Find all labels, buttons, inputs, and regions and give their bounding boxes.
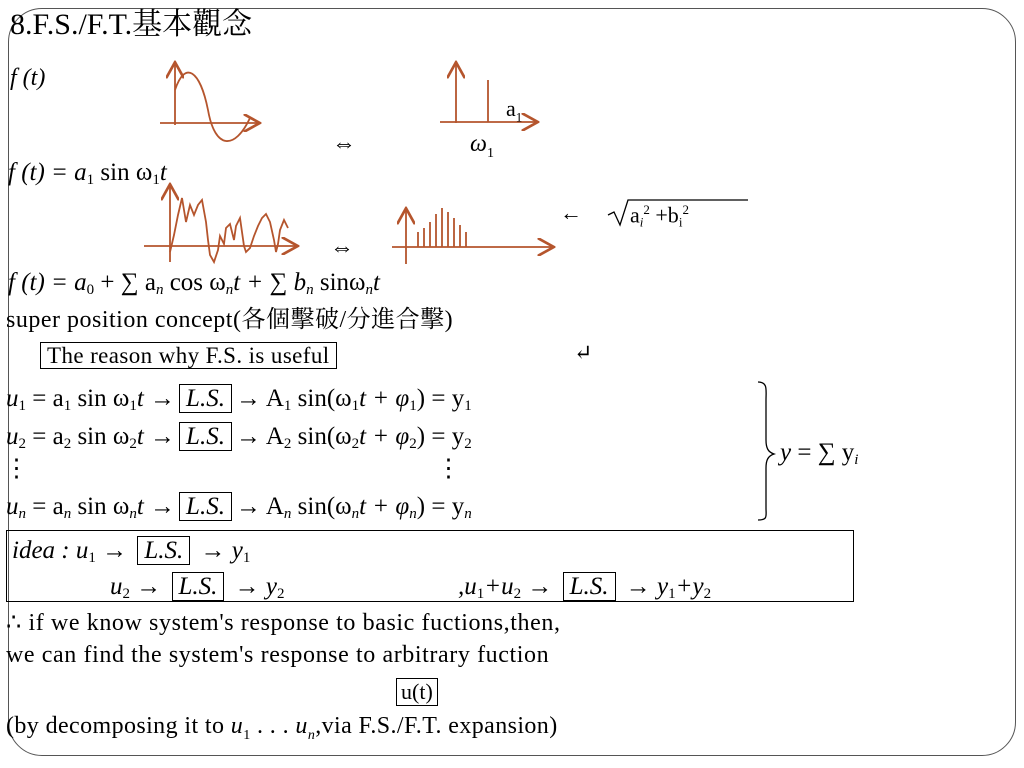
eq1-t: t: [159, 159, 167, 186]
row2-w-sub: 2: [129, 436, 137, 452]
row1-phi-sub: 1: [409, 398, 417, 414]
system-row-n: [6, 494, 472, 522]
sqrt-content: [630, 203, 689, 228]
eq2-subn3: n: [306, 282, 314, 298]
rown-t: t →: [136, 493, 176, 520]
idea-line-1: [12, 538, 250, 566]
row2-phi-sub: 2: [409, 436, 417, 452]
equiv-symbol-2: ⇔: [330, 235, 354, 261]
idea-sum-arrow: →: [521, 573, 559, 600]
row2-eq: = a: [26, 423, 64, 450]
idea-y1-sub: 1: [242, 550, 251, 566]
row2-tp: t + φ: [359, 423, 410, 450]
eq2-part6: t: [373, 269, 380, 296]
row1-a-sub: 1: [63, 398, 72, 414]
idea-plus-u: +u: [484, 573, 514, 600]
row1-w2-sub: 1: [351, 398, 360, 414]
row2-u: u: [6, 423, 19, 450]
decompose-dots: . . .: [250, 713, 296, 739]
equation-single-sine: [8, 160, 167, 188]
sqrt-sub-i2: i: [678, 214, 683, 230]
idea-y2-sub: 2: [277, 586, 285, 602]
equation-fourier-series: [8, 270, 380, 298]
rown-y-sub: n: [464, 506, 472, 522]
rown-close: ) = y: [416, 493, 465, 520]
row1-t: t →: [136, 385, 176, 412]
ft-label: f (t): [10, 65, 46, 91]
sum-y-lhs: y: [780, 439, 792, 466]
ut-box: u(t): [396, 678, 438, 706]
row2-A-sub: 2: [283, 436, 292, 452]
decompose-pre: (by decomposing it to: [6, 713, 231, 739]
reason-box: The reason why F.S. is useful: [40, 342, 337, 369]
row2-w2-sub: 2: [351, 436, 360, 452]
row2-t: t →: [136, 423, 176, 450]
vdots-middle: ⋮: [436, 455, 461, 482]
idea-arrow-y1: → y: [194, 537, 243, 564]
a1-letter: a: [506, 96, 516, 121]
idea-line-2: [110, 574, 285, 602]
eq1-sub-a: 1: [86, 172, 95, 188]
idea-ls-box-1: L.S.: [137, 536, 190, 565]
sine-plot: [160, 64, 258, 141]
rown-ls-box: L.S.: [179, 492, 232, 521]
row1-u-sub: 1: [18, 398, 26, 414]
idea-colon-u: : u: [55, 537, 89, 564]
omega-letter: ω: [470, 131, 487, 157]
rown-w-sub: n: [129, 506, 137, 522]
idea-sum-sy2: 2: [703, 586, 712, 602]
row2-u-sub: 2: [18, 436, 26, 452]
row2-ls-box: L.S.: [179, 422, 232, 451]
row1-close: ) = y: [416, 385, 465, 412]
decompose-s1: 1: [243, 727, 251, 743]
omega1-label: [470, 132, 494, 161]
sqrt-expression: [560, 202, 582, 224]
decompose-sn: n: [307, 727, 316, 743]
idea-label: idea: [12, 537, 56, 564]
a1-subscript: 1: [515, 109, 523, 125]
idea-ls-box-3: L.S.: [563, 572, 616, 601]
rown-u-sub: n: [18, 506, 26, 522]
sqrt-plus-b: +b: [649, 202, 679, 228]
row1-eq: = a: [26, 385, 64, 412]
row2-a-sub: 2: [63, 436, 72, 452]
sum-y-equation: [780, 440, 858, 468]
eq1-sub-omega: 1: [152, 172, 160, 188]
right-brace: [758, 382, 774, 520]
rown-w2-sub: n: [351, 506, 360, 522]
row1-y-sub: 1: [464, 398, 472, 414]
idea-sum-u: ,u: [458, 573, 477, 600]
system-row-1: [6, 386, 472, 414]
eq1-lhs: f (t) = a: [8, 159, 87, 186]
sqrt-pow: 2: [643, 202, 650, 217]
row1-tp: t + φ: [359, 385, 410, 412]
idea-arrow1: →: [95, 537, 134, 564]
sqrt-arrow: ←: [560, 200, 582, 225]
decompose-un: u: [295, 713, 308, 739]
eq2-subn1: n: [155, 282, 164, 298]
return-arrow-icon: ↵: [574, 340, 593, 365]
idea-ls-box-2: L.S.: [172, 572, 225, 601]
row1-u: u: [6, 385, 19, 412]
eq2-subn2: n: [225, 282, 234, 298]
row1-A-sub: 1: [283, 398, 292, 414]
rown-tp: t + φ: [359, 493, 410, 520]
eq2-part2: + ∑ a: [94, 269, 156, 296]
rown-u: u: [6, 493, 19, 520]
eq2-part1: f (t) = a: [8, 269, 87, 296]
eq2-sub0: 0: [86, 282, 95, 298]
decompose-line: [6, 714, 558, 743]
sqrt-pow2: 2: [682, 202, 689, 217]
rown-a-sub: n: [63, 506, 72, 522]
a1-label: [506, 98, 522, 123]
conclusion-line-1: ∴ if we know system's response to basic fuctions,then,: [6, 610, 561, 636]
conclusion-line-2: we can find the system's response to arbitrary fuction: [6, 642, 550, 668]
complex-wave-plot: [144, 186, 296, 262]
multi-spectrum-plot: [392, 208, 552, 264]
idea-sum-s2: 2: [513, 586, 522, 602]
sum-y-eq: = ∑ y: [791, 439, 855, 466]
rown-sinp: sin(ω: [291, 493, 352, 520]
rown-sin: sin ω: [71, 493, 130, 520]
rown-eq: = a: [26, 493, 64, 520]
idea-line-2-sum: [458, 574, 711, 602]
row1-arrow: → A: [235, 385, 284, 412]
idea-arrow-y2: → y: [228, 573, 278, 600]
idea-sum-y: → y: [619, 573, 669, 600]
idea-plus-y: +y: [675, 573, 704, 600]
row2-y-sub: 2: [464, 436, 472, 452]
sum-y-sub-i: i: [854, 452, 859, 468]
row2-sin: sin ω: [71, 423, 130, 450]
row2-close: ) = y: [416, 423, 465, 450]
row1-sin: sin ω: [71, 385, 130, 412]
vdots-left: ⋮: [4, 455, 29, 482]
row1-sinp: sin(ω: [291, 385, 352, 412]
row1-ls-box: L.S.: [179, 384, 232, 413]
decompose-post: ,via F.S./F.T. expansion): [315, 713, 558, 739]
idea-arrow-u2: →: [130, 573, 168, 600]
row2-arrow: → A: [235, 423, 284, 450]
omega-subscript: 1: [486, 145, 494, 161]
idea-sum-sy1: 1: [668, 586, 676, 602]
eq1-sin: sin ω: [94, 159, 153, 186]
system-row-2: [6, 424, 472, 452]
idea-u2-sub: 2: [122, 586, 130, 602]
idea-u2: u: [110, 573, 123, 600]
eq2-part5: sinω: [313, 269, 366, 296]
eq2-subn4: n: [365, 282, 374, 298]
rown-A-sub: n: [283, 506, 292, 522]
equiv-symbol-1: ⇔: [332, 131, 356, 157]
idea-u1-sub: 1: [88, 550, 96, 566]
row2-sinp: sin(ω: [291, 423, 352, 450]
idea-sum-s1: 1: [476, 586, 485, 602]
row1-w-sub: 1: [129, 398, 137, 414]
rown-arrow: → A: [235, 493, 284, 520]
eq2-part3: cos ω: [163, 269, 226, 296]
sqrt-a: a: [630, 202, 640, 228]
eq2-part4: t + ∑ b: [233, 269, 307, 296]
rown-phi-sub: n: [409, 506, 417, 522]
slide-title: 8.F.S./F.T.基本觀念: [10, 8, 253, 41]
decompose-u1: u: [230, 713, 244, 739]
superposition-concept: super position concept(各個擊破/分進合擊): [6, 307, 454, 333]
sqrt-sub-i: i: [639, 214, 644, 230]
